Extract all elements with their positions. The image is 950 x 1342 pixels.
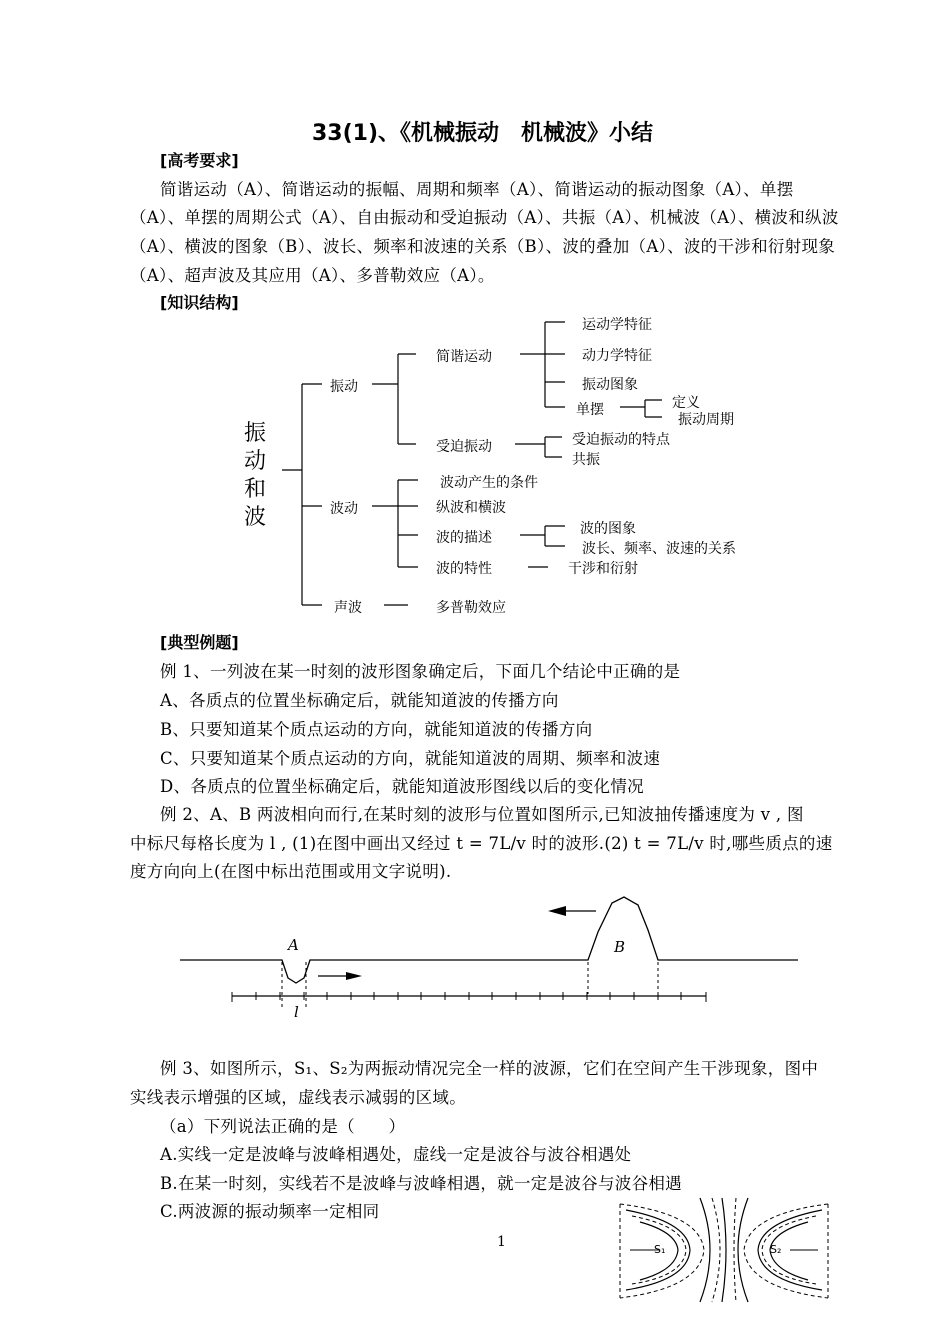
wave-a-label: A	[288, 936, 299, 954]
wave-b-label: B	[614, 938, 626, 956]
example1-option-a: A、各质点的位置坐标确定后，就能知道波的传播方向	[160, 691, 559, 710]
requirements-line-1: 简谐运动（A）、简谐运动的振幅、周期和频率（A）、简谐运动的振动图象（A）、单摆	[160, 180, 794, 199]
example3-line-1: 例 3、如图所示，S₁、S₂为两振动情况完全一样的波源，它们在空间产生干涉现象，图中	[160, 1059, 819, 1078]
tree-node-wave-desc: 波的描述	[436, 530, 492, 546]
example2-line-3: 度方向向上(在图中标出范围或用文字说明).	[130, 862, 452, 881]
tree-node-interference: 干涉和衍射	[568, 561, 638, 577]
section-heading-structure: [知识结构]	[160, 293, 239, 312]
tree-node-kinematics: 运动学特征	[582, 317, 652, 333]
tree-node-forced-features: 受迫振动的特点	[572, 432, 670, 448]
requirements-line-4: （A）、超声波及其应用（A）、多普勒效应（A）。	[130, 266, 495, 285]
tree-node-shm: 简谐运动	[436, 349, 492, 365]
tree-node-resonance: 共振	[572, 452, 600, 468]
tree-node-dynamics: 动力学特征	[582, 348, 652, 364]
tree-node-wave-cond: 波动产生的条件	[440, 475, 538, 491]
example1-option-b: B、只要知道某个质点运动的方向，就能知道波的传播方向	[160, 720, 593, 739]
scale-l-label: l	[294, 1003, 299, 1021]
example2-line-2: 中标尺每格长度为 l , (1)在图中画出又经过 t = 7L/v 时的波形.(2) t = 7L/v 时,哪些质点的速	[130, 834, 833, 853]
example2-line-1: 例 2、A、B 两波相向而行,在某时刻的波形与位置如图所示,已知波抽传播速度为 v , 图	[160, 805, 804, 824]
tree-root-label: 振 动 和 波	[243, 421, 266, 530]
section-heading-examples: [典型例题]	[160, 633, 239, 652]
page-number: 1	[497, 1234, 506, 1250]
example3-line-2: 实线表示增强的区域，虚线表示减弱的区域。	[130, 1088, 466, 1107]
tree-node-vibration: 振动	[330, 379, 358, 395]
tree-node-wave-rel: 波长、频率、波速的关系	[582, 541, 736, 557]
requirements-line-2: （A）、单摆的周期公式（A）、自由振动和受迫振动（A）、共振（A）、机械波（A）、横波和纵波	[130, 208, 839, 227]
tree-node-forced: 受迫振动	[436, 439, 492, 455]
tree-node-wave: 波动	[330, 501, 358, 517]
source-s1-label: S₁	[654, 1243, 666, 1256]
example3-sub-a: （a）下列说法正确的是（ ）	[160, 1117, 406, 1136]
source-s2-label: S₂	[770, 1243, 782, 1256]
page-title: 33(1)、《机械振动 机械波》小结	[312, 121, 654, 146]
tree-node-pendulum: 单摆	[576, 402, 604, 418]
example1-option-d: D、各质点的位置坐标确定后，就能知道波形图线以后的变化情况	[160, 777, 644, 796]
tree-node-period: 振动周期	[678, 412, 734, 428]
tree-node-long-trans: 纵波和横波	[436, 500, 506, 516]
tree-node-vib-graph: 振动图象	[582, 377, 638, 393]
example3-option-b: B.在某一时刻，实线若不是波峰与波峰相遇，就一定是波谷与波谷相遇	[160, 1174, 682, 1193]
example3-option-c: C.两波源的振动频率一定相同	[160, 1202, 380, 1221]
example3-option-a: A.实线一定是波峰与波峰相遇处，虚线一定是波谷与波谷相遇处	[160, 1145, 632, 1164]
example1-question: 例 1、一列波在某一时刻的波形图象确定后，下面几个结论中正确的是	[160, 662, 681, 681]
tree-node-sound: 声波	[334, 600, 362, 616]
tree-node-wave-prop: 波的特性	[436, 561, 492, 577]
tree-node-wave-graph: 波的图象	[580, 521, 636, 537]
requirements-line-3: （A）、横波的图象（B）、波长、频率和波速的关系（B）、波的叠加（A）、波的干涉和衍射现象	[130, 237, 836, 256]
example1-option-c: C、只要知道某个质点运动的方向，就能知道波的周期、频率和波速	[160, 749, 661, 768]
section-heading-requirements: [高考要求]	[160, 151, 239, 170]
tree-node-doppler: 多普勒效应	[436, 600, 506, 616]
tree-node-definition: 定义	[672, 395, 700, 411]
